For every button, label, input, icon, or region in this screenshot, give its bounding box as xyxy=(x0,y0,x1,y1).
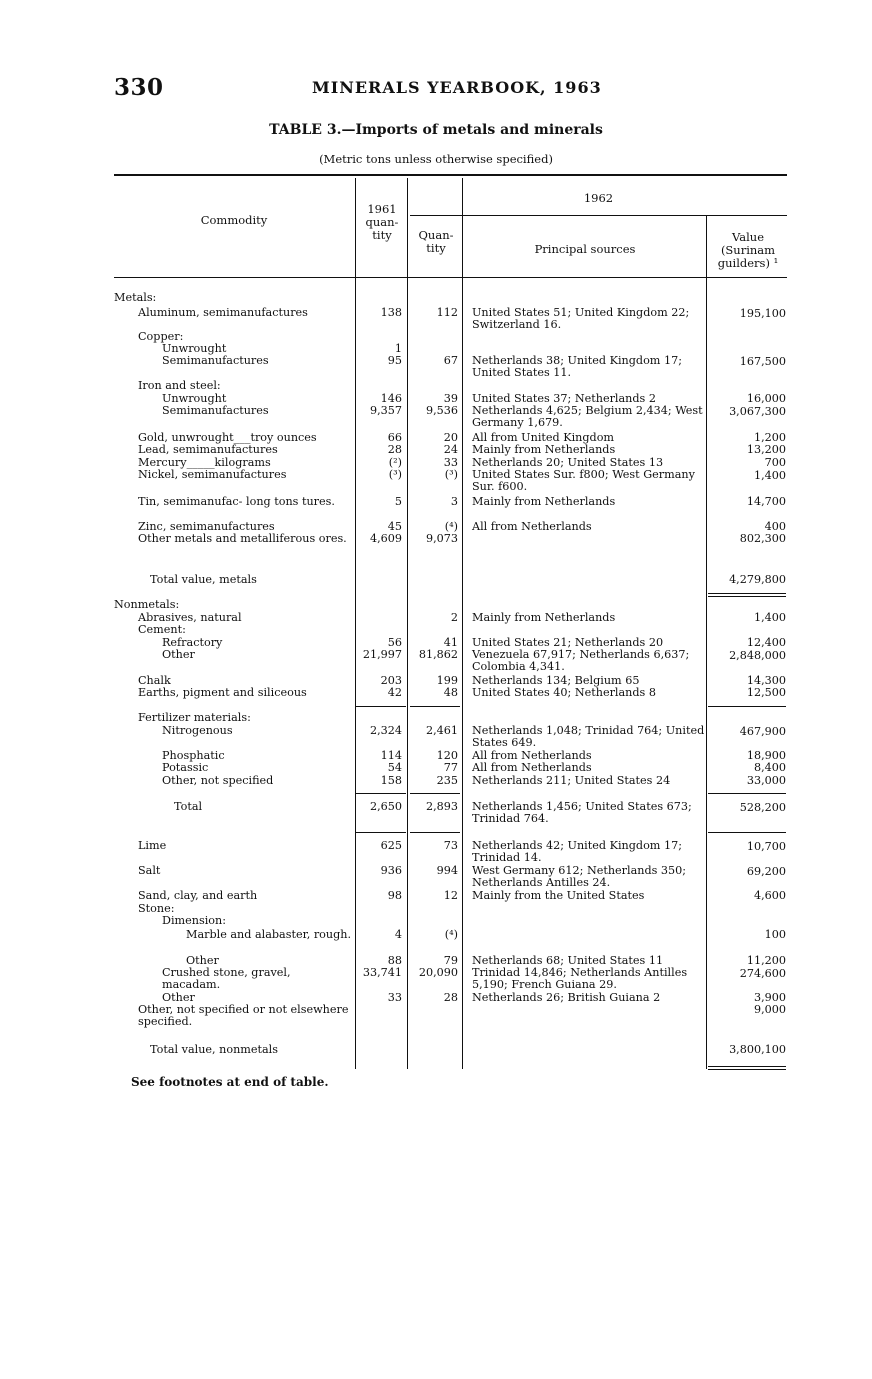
row-commodity: Potassic xyxy=(162,761,209,774)
row-commodity: Metals: xyxy=(114,291,157,304)
row-value: 3,800,100 xyxy=(729,1043,786,1056)
row-quantity-1961: 4 xyxy=(394,928,402,941)
row-commodity: Semimanufactures xyxy=(162,354,269,367)
row-quantity-1961: (³) xyxy=(388,468,402,481)
lime-rule xyxy=(410,832,460,833)
row-quantity-1961: 54 xyxy=(387,761,402,774)
row-principal-sources: United States 40; Netherlands 8 xyxy=(472,686,656,699)
row-value: 4,600 xyxy=(753,889,786,902)
row-commodity: Nonmetals: xyxy=(114,598,180,611)
row-quantity-1961: 45 xyxy=(387,520,402,533)
row-quantity-1962: 81,862 xyxy=(418,648,458,661)
row-quantity-1961: 2,650 xyxy=(369,800,402,813)
row-principal-sources: Netherlands 1,048; Trinidad 764; United States 649. xyxy=(472,724,705,749)
row-commodity: Abrasives, natural xyxy=(138,611,242,624)
row-value: 1,200 xyxy=(753,431,786,444)
row-quantity-1961: 5 xyxy=(394,495,402,508)
row-commodity: Tin, semimanufac- long tons tures. xyxy=(138,495,335,508)
row-value: 467,900 xyxy=(739,725,786,738)
row-commodity: Earths, pigment and siliceous xyxy=(138,686,307,699)
row-quantity-1962: (⁴) xyxy=(444,520,458,533)
row-principal-sources: Mainly from the United States xyxy=(472,889,645,902)
row-value: 274,600 xyxy=(739,967,786,980)
row-value: 13,200 xyxy=(746,443,786,456)
col-divider-3 xyxy=(462,178,463,1069)
row-commodity: Salt xyxy=(138,864,161,877)
row-principal-sources: Mainly from Netherlands xyxy=(472,495,616,508)
lime-rule xyxy=(356,832,406,833)
row-quantity-1962: 2,893 xyxy=(425,800,458,813)
row-quantity-1961: 1 xyxy=(394,342,402,355)
header-value: Value (Surinam guilders) ¹ xyxy=(717,230,779,270)
row-commodity: Crushed stone, gravel, macadam. xyxy=(162,966,291,991)
row-principal-sources: Mainly from Netherlands xyxy=(472,611,616,624)
header-1961-quantity: 1961 quan- tity xyxy=(365,202,399,242)
row-value: 11,200 xyxy=(746,954,786,967)
row-principal-sources: West Germany 612; Netherlands 350; Netherlands Antilles 24. xyxy=(472,864,687,889)
row-principal-sources: Netherlands 42; United Kingdom 17; Trinidad 14. xyxy=(472,839,682,864)
row-value: 16,000 xyxy=(746,392,786,405)
row-commodity: Aluminum, semimanufactures xyxy=(138,306,308,319)
row-quantity-1961: 56 xyxy=(387,636,402,649)
row-principal-sources: Netherlands 134; Belgium 65 xyxy=(472,674,640,687)
row-commodity: Copper: xyxy=(138,330,184,343)
row-quantity-1961: 2,324 xyxy=(369,724,402,737)
row-quantity-1962: 67 xyxy=(443,354,458,367)
header-quantity: Quan- tity xyxy=(418,228,454,255)
row-quantity-1962: 9,536 xyxy=(425,404,458,417)
running-head: MINERALS YEARBOOK, 1963 xyxy=(312,78,602,97)
row-quantity-1962: 235 xyxy=(436,774,458,787)
table-title: TABLE 3.—Imports of metals and minerals xyxy=(269,122,603,138)
col-divider-2 xyxy=(407,178,408,1069)
row-value: 18,900 xyxy=(746,749,786,762)
row-value: 69,200 xyxy=(746,865,786,878)
row-commodity: Other xyxy=(162,648,195,661)
row-commodity: Unwrought xyxy=(162,392,227,405)
row-commodity: Sand, clay, and earth xyxy=(138,889,258,902)
row-commodity: Other xyxy=(162,991,195,1004)
row-value: 14,700 xyxy=(746,495,786,508)
row-principal-sources: United States Sur. f800; West Germany Sur. f600. xyxy=(472,468,695,493)
row-quantity-1961: 66 xyxy=(387,431,402,444)
row-principal-sources: Netherlands 211; United States 24 xyxy=(472,774,671,787)
table-subtitle: (Metric tons unless otherwise specified) xyxy=(319,152,553,166)
row-quantity-1962: 20,090 xyxy=(418,966,458,979)
row-value: 1,400 xyxy=(753,469,786,482)
row-principal-sources: United States 21; Netherlands 20 xyxy=(472,636,664,649)
fertilizer-total-rule xyxy=(410,706,460,707)
row-quantity-1962: (³) xyxy=(444,468,458,481)
row-commodity: Nickel, semimanufactures xyxy=(138,468,287,481)
row-commodity: Total value, metals xyxy=(150,573,257,586)
row-commodity: Unwrought xyxy=(162,342,227,355)
row-principal-sources: Netherlands 26; British Guiana 2 xyxy=(472,991,661,1004)
row-principal-sources: United States 51; United Kingdom 22; Switzerland 16. xyxy=(472,306,690,331)
row-quantity-1961: 146 xyxy=(380,392,402,405)
row-value: 10,700 xyxy=(746,840,786,853)
header-bottom-rule xyxy=(114,277,787,278)
row-quantity-1961: 95 xyxy=(387,354,402,367)
row-commodity: Stone: xyxy=(138,902,175,915)
row-quantity-1962: 112 xyxy=(436,306,458,319)
header-1962: 1962 xyxy=(583,191,614,205)
row-principal-sources: Netherlands 68; United States 11 xyxy=(472,954,664,967)
row-value: 100 xyxy=(764,928,786,941)
row-quantity-1961: 936 xyxy=(380,864,402,877)
row-value: 195,100 xyxy=(739,307,786,320)
row-value: 3,900 xyxy=(753,991,786,1004)
row-quantity-1961: 28 xyxy=(387,443,402,456)
row-quantity-1961: 33 xyxy=(387,991,402,1004)
row-commodity: Dimension: xyxy=(162,914,227,927)
page-number: 330 xyxy=(114,74,164,101)
row-value: 700 xyxy=(764,456,786,469)
metals-total-rule xyxy=(708,596,786,597)
row-commodity: Other xyxy=(186,954,219,967)
row-quantity-1961: 88 xyxy=(387,954,402,967)
row-principal-sources: Trinidad 14,846; Netherlands Antilles 5,190; French Guiana 29. xyxy=(472,966,688,991)
row-quantity-1962: 39 xyxy=(443,392,458,405)
row-commodity: Zinc, semimanufactures xyxy=(138,520,275,533)
row-quantity-1961: (²) xyxy=(388,456,402,469)
row-value: 33,000 xyxy=(746,774,786,787)
fertilizer-sum-rule xyxy=(356,793,406,794)
row-principal-sources: All from Netherlands xyxy=(472,761,592,774)
row-value: 400 xyxy=(764,520,786,533)
row-value: 8,400 xyxy=(753,761,786,774)
row-commodity: Lead, semimanufactures xyxy=(138,443,278,456)
row-principal-sources: Netherlands 38; United Kingdom 17; United States 11. xyxy=(472,354,682,379)
row-commodity: Refractory xyxy=(162,636,223,649)
row-quantity-1961: 625 xyxy=(380,839,402,852)
footnote: See footnotes at end of table. xyxy=(131,1075,329,1089)
fertilizer-total-rule xyxy=(708,706,786,707)
fertilizer-sum-rule xyxy=(708,793,786,794)
row-quantity-1962: 2,461 xyxy=(425,724,458,737)
row-value: 9,000 xyxy=(753,1003,786,1016)
row-value: 528,200 xyxy=(739,801,786,814)
fertilizer-sum-rule xyxy=(410,793,460,794)
row-quantity-1961: 158 xyxy=(380,774,402,787)
row-value: 12,400 xyxy=(746,636,786,649)
row-quantity-1962: 41 xyxy=(443,636,458,649)
row-quantity-1961: 114 xyxy=(380,749,402,762)
row-commodity: Phosphatic xyxy=(162,749,225,762)
row-quantity-1962: 33 xyxy=(443,456,458,469)
row-commodity: Chalk xyxy=(138,674,171,687)
row-value: 167,500 xyxy=(739,355,786,368)
row-principal-sources: United States 37; Netherlands 2 xyxy=(472,392,656,405)
row-quantity-1962: 994 xyxy=(436,864,458,877)
nonmetals-total-rule xyxy=(708,1069,786,1070)
row-quantity-1962: 24 xyxy=(443,443,458,456)
row-quantity-1962: 2 xyxy=(450,611,458,624)
row-quantity-1962: 12 xyxy=(443,889,458,902)
row-quantity-1961: 9,357 xyxy=(369,404,402,417)
row-commodity: Cement: xyxy=(138,623,186,636)
row-value: 14,300 xyxy=(746,674,786,687)
row-quantity-1961: 4,609 xyxy=(369,532,402,545)
row-commodity: Other metals and metalliferous ores. xyxy=(138,532,347,545)
header-1962-rule xyxy=(410,215,787,216)
row-quantity-1962: 199 xyxy=(436,674,458,687)
row-commodity: Semimanufactures xyxy=(162,404,269,417)
metals-total-rule xyxy=(708,593,786,594)
row-principal-sources: All from United Kingdom xyxy=(472,431,615,444)
row-commodity: Total xyxy=(174,800,203,813)
row-quantity-1961: 203 xyxy=(380,674,402,687)
row-quantity-1962: 77 xyxy=(443,761,458,774)
row-commodity: Other, not specified or not elsewhere specified. xyxy=(138,1003,349,1028)
row-commodity: Total value, nonmetals xyxy=(150,1043,278,1056)
row-value: 4,279,800 xyxy=(729,573,786,586)
row-quantity-1962: 79 xyxy=(443,954,458,967)
nonmetals-total-rule xyxy=(708,1066,786,1067)
row-quantity-1962: 20 xyxy=(443,431,458,444)
row-commodity: Marble and alabaster, rough. xyxy=(186,928,352,941)
row-value: 3,067,300 xyxy=(729,405,786,418)
row-quantity-1962: 48 xyxy=(443,686,458,699)
row-commodity: Lime xyxy=(138,839,167,852)
col-divider-4 xyxy=(706,215,707,1069)
row-commodity: Mercury_____kilograms xyxy=(138,456,271,469)
row-quantity-1961: 33,741 xyxy=(362,966,402,979)
row-value: 1,400 xyxy=(753,611,786,624)
row-quantity-1962: 3 xyxy=(450,495,458,508)
row-principal-sources: Netherlands 4,625; Belgium 2,434; West Germany 1,679. xyxy=(472,404,703,429)
row-quantity-1962: 73 xyxy=(443,839,458,852)
row-quantity-1961: 42 xyxy=(387,686,402,699)
top-rule xyxy=(114,174,787,176)
row-quantity-1961: 98 xyxy=(387,889,402,902)
row-value: 802,300 xyxy=(739,532,786,545)
row-principal-sources: All from Netherlands xyxy=(472,520,592,533)
row-quantity-1962: 120 xyxy=(436,749,458,762)
row-principal-sources: Netherlands 20; United States 13 xyxy=(472,456,664,469)
lime-rule xyxy=(708,832,786,833)
row-commodity: Iron and steel: xyxy=(138,379,221,392)
row-principal-sources: All from Netherlands xyxy=(472,749,592,762)
row-commodity: Gold, unwrought___troy ounces xyxy=(138,431,317,444)
row-quantity-1962: (⁴) xyxy=(444,928,458,941)
fertilizer-total-rule xyxy=(356,706,406,707)
row-quantity-1962: 28 xyxy=(443,991,458,1004)
row-quantity-1962: 9,073 xyxy=(425,532,458,545)
row-commodity: Other, not specified xyxy=(162,774,274,787)
row-principal-sources: Venezuela 67,917; Netherlands 6,637; Colombia 4,341. xyxy=(472,648,690,673)
row-value: 12,500 xyxy=(746,686,786,699)
row-commodity: Nitrogenous xyxy=(162,724,233,737)
row-commodity: Fertilizer materials: xyxy=(138,711,251,724)
row-principal-sources: Netherlands 1,456; United States 673; Trinidad 764. xyxy=(472,800,692,825)
row-value: 2,848,000 xyxy=(729,649,786,662)
row-quantity-1961: 138 xyxy=(380,306,402,319)
header-commodity: Commodity xyxy=(200,213,268,227)
row-quantity-1961: 21,997 xyxy=(362,648,402,661)
row-principal-sources: Mainly from Netherlands xyxy=(472,443,616,456)
header-principal-sources: Principal sources xyxy=(534,242,636,256)
